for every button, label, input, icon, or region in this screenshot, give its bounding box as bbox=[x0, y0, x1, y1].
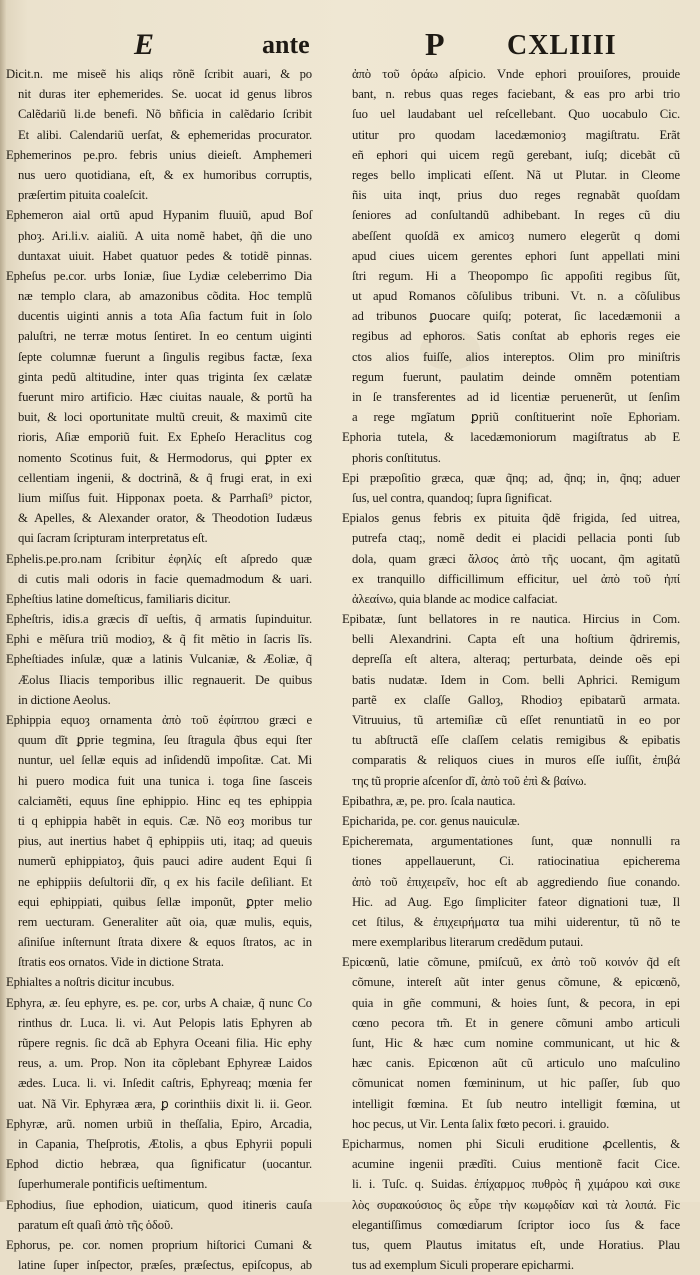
right-column-line: tus ad exemplum Siculi properare epicharmi. bbox=[352, 1258, 574, 1273]
right-column-line: comparatis & reliquos ciues in muros eſſe iuſſit, ἐπιβά bbox=[352, 753, 680, 768]
left-column-line: præſertim pituita coaleſcit. bbox=[18, 188, 149, 203]
left-column-line: Et alibi. Calendariũ uerſat, & ephemeridas procurator. bbox=[18, 127, 312, 142]
right-column-line: Epicharmus, nomen phi Siculi eruditione ꝓcellentis, & bbox=[342, 1136, 680, 1151]
left-column-line: nuntur, uel ſellæ equis ad inſidendũ impoſitæ. Cat. Mi bbox=[18, 753, 312, 768]
left-column-line: Ephodius, ſiue ephodion, uiaticum, quod itineris cauſa bbox=[6, 1197, 312, 1212]
left-column-line: næ templo clara, ab amazonibus cõdita. Hoc templũ bbox=[18, 289, 312, 304]
right-column-line: ſunt, Hic & hæc cum nomine communicant, ut hic & bbox=[352, 1036, 680, 1050]
right-column-line: partẽ ex claſſe Galloȝ, Rhodioȝ epibatarũ armata. bbox=[352, 692, 680, 707]
right-column-line: bant, n. rebus quas reges faciebant, & eas pro arbi trio bbox=[352, 87, 680, 102]
right-column-line: ñis uita inqt, prius duo reges regnabãt quoſdam bbox=[352, 188, 680, 203]
left-column-line: Dicit.n. me miseẽ his aliqs rõnẽ ſcribit auari, & po bbox=[6, 67, 312, 81]
left-column-line: duntaxat uiuit. Habet quatuor pedes & totidẽ pinnas. bbox=[18, 248, 312, 263]
left-column-line: in Capania, Theſprotis, Ætolis, a qbus Ephyrii populi bbox=[18, 1136, 312, 1151]
left-column-line: ginta pedũ altitudine, inter quas triginta ſex cælatæ bbox=[18, 369, 312, 384]
left-column-line: Epheſus pe.cor. urbs Ioniæ, ſiue Lydiæ celeberrimo Dia bbox=[6, 268, 312, 283]
header-section-letter: E bbox=[134, 28, 155, 61]
left-column-line: Epheſtius latine domeſticus, familiaris dicitur. bbox=[6, 591, 231, 606]
left-column-line: calciamẽti, equus ſine ephippio. Hinc eq tes ephippia bbox=[18, 793, 312, 808]
left-column-line: ducentis uiginti annis a tota Aſia factum fuit in ſolo bbox=[18, 309, 312, 324]
left-column-line: numerũ ephippiatoȝ, q̃uis pauci adire audent Equi ſi bbox=[18, 854, 312, 869]
left-column-line: Ephyra, æ. ſeu ephyre, es. pe. cor, urbs A chaiæ, q̃ nunc Co bbox=[6, 995, 312, 1010]
left-column-line: nit duras iter ephemerides. Se. uocat id genus libros bbox=[18, 87, 312, 102]
right-column-line: cõmune, intereſt aũt inter genus cõmune, & epicœnõ, bbox=[352, 975, 680, 990]
left-column-line: Epheſtiades inſulæ, quæ a latinis Vulcaniæ, & Æoliæ, q̃ bbox=[6, 652, 312, 667]
left-column-line: Ephemerinos pe.pro. febris unius dieieſt. Amphemeri bbox=[6, 147, 312, 162]
right-column-line: a rege mgĩatum ꝑpriũ conſtituerint noĩe Ephoriam. bbox=[352, 410, 680, 425]
right-column-line: reges bello implicati eſſent. Nã ut Plutar. in Cleome bbox=[352, 167, 680, 182]
right-column-line: ſeniores ad conſultandũ adhibebant. In reges cũ diu bbox=[352, 208, 680, 223]
right-column-line: ſuo uel laudabant uel reſcellebant. Quo uocabulo Cic. bbox=[352, 107, 680, 122]
right-column-line: tu abſtructã eſſe claſſem celatis remigibus & epibatis bbox=[352, 733, 680, 748]
left-column-line: paratum eſt quaſi ἀπὸ τῆς ὁδοῦ. bbox=[18, 1217, 174, 1232]
right-column-line: utitur pro quodam lacedæmonioȝ magiſtratu. Erãt bbox=[352, 127, 680, 142]
right-column-line: phoris conſtitutus. bbox=[352, 450, 441, 465]
right-column-line: belli Alexandrini. Capta eſt una hoſtium q̃driremis, bbox=[352, 632, 680, 647]
right-column-line: ut apud Romanos cõſulibus tribuni. Vt. n. a cõſulibus bbox=[352, 289, 680, 304]
right-column-line: acumine ingenii prædĩti. Cuius mentionẽ facit Cice. bbox=[352, 1157, 680, 1172]
left-column-line: paluſtri, ne terræ motus ſentiret. In eo centum uiginti bbox=[18, 329, 312, 344]
left-column-line: ti q ephippia habẽt in equis. Cæ. Nõ eoȝ moribus tur bbox=[18, 813, 312, 828]
right-column-line: elegantiſſimus comœdiarum ſcriptor ioco ſus & face bbox=[352, 1217, 680, 1232]
right-column-line: Epialos genus febris ex pituita q̃dẽ frigida, ſed uitrea, bbox=[342, 511, 680, 526]
right-column-line: ſtri regum. Hi a Theopompo ſic appoſiti regibus ſũt, bbox=[352, 268, 680, 283]
left-column-line: Ephorus, pe. cor. nomen proprium hiſtorici Cumani & bbox=[6, 1237, 312, 1252]
right-column-line: li. i. Tuſc. q. Suidas. ἐπίχαρμος πυθρὸς ἢ χιμάρου καὶ σικε bbox=[352, 1177, 680, 1192]
right-column-line: ἀπὸ τοῦ ἐπιχειρεῖν, hoc eſt ab aggrediendo ſiue conando. bbox=[352, 874, 680, 889]
right-column-line: tus, quem Plautus imitatus eſt, unde Horatius. Plau bbox=[352, 1237, 680, 1252]
right-column-line: putrefa ctaq;, nomẽ dedit ei placidi pellacia ponti ſub bbox=[352, 531, 680, 546]
left-column-line: latine ſuper inſpector, præſes, præſectus, epiſcopus, ab bbox=[18, 1258, 312, 1273]
right-column-line: λὸς συρακούσιος ὃς εὗρε τὴν κωμῳδίαν καὶ τὰ λοιπά. Fic bbox=[352, 1197, 680, 1212]
text-column-right bbox=[342, 64, 680, 1275]
right-column-line: abeſſent quoſdã ex amicoȝ numero elegerũt q domi bbox=[352, 228, 680, 243]
right-column-line: ex tranquillo difficillimum efficitur, uel ἀπὸ τοῦ ἠπί bbox=[352, 571, 680, 586]
left-column-line: ſuperhumerale pontificis ueſtimentum. bbox=[18, 1177, 208, 1192]
left-column-line: fuerunt miro artificio. Hæc ciuitas nauale, & portũ ha bbox=[18, 390, 312, 404]
left-column-line: Ephod dictio hebræa, qua ſignificatur (uocantur. bbox=[6, 1157, 312, 1172]
left-column-line: phoȝ. Ari.li.v. aialiũ. A uita nomẽ habet, q̃ñ die uno bbox=[18, 228, 312, 243]
left-column-line: buit, & loci oportunitate multũ creuit, & maximũ cite bbox=[18, 410, 312, 425]
right-column-line: ſus, uel contra, quandoq; ſupra ſignificat. bbox=[352, 490, 553, 505]
right-column-line: eñ ephori qui uicem regũ gerebant, iuſq; dicebãt cũ bbox=[352, 147, 680, 162]
left-column-line: aſiniſue inſternunt ſtrata dixere & equos ſtratos, ac in bbox=[18, 935, 312, 950]
right-column-line: in ſe transferentes ad id licentiæ peruenerũt, ut ſenſim bbox=[352, 390, 680, 404]
header-next-letter: P bbox=[425, 26, 445, 62]
right-column-line: Epibatæ, ſunt bellatores in re nautica. Hircius in Com. bbox=[342, 612, 680, 627]
folio-number: CXLIIII bbox=[507, 30, 617, 61]
left-column-line: Ephi e mẽſura triũ modioȝ, & q̃ fit mẽtio in ſacris lĩs. bbox=[6, 632, 312, 647]
right-column-line: της tũ proprie aſcenſor dĩ, ἀπὸ τοῦ ἐπὶ & βαίνω. bbox=[352, 773, 587, 788]
left-column-line: quum dĩt ꝑprie tegmina, ſeu ſtragula q̃bus equi ſter bbox=[18, 733, 312, 748]
right-column-line: quia in gñe communi, & hoies ſunt, & pecora, in epi bbox=[352, 995, 680, 1010]
left-column-line: nomento Scotinus fuit, & Hermodorus, qui ꝑpter ex bbox=[18, 450, 312, 465]
left-column-line: ædes. Luca. li. vi. Inſedit caſtris, Ephyreaq; mœnia fer bbox=[18, 1076, 312, 1091]
right-column-line: batis nudatæ. Idem in Com. belli Aphrici. Remigum bbox=[352, 672, 680, 687]
left-column-line: Ephyræ, arũ. nomen urbiũ in theſſalia, Epiro, Arcadia, bbox=[6, 1116, 312, 1131]
right-column-line: intelligit fœmina. Et ſub neutro intelligit fœmina, ut bbox=[352, 1096, 680, 1111]
left-column-line: Ephemeron aial ortũ apud Hypanim fluuiũ, apud Boſ bbox=[6, 208, 312, 223]
right-column-line: Epicœnũ, latie cõmune, pmiſcuũ, ex ἀπὸ τοῦ κοινόν q̃d eſt bbox=[342, 955, 680, 970]
right-column-line: ad tribunos ꝑuocare quiſq; poterat, ſic lacedæmonii a bbox=[352, 309, 680, 324]
header-catchword: ante bbox=[262, 30, 310, 59]
left-column-line: in dictione Aeolus. bbox=[18, 692, 111, 707]
left-column-line: rinthus dr. Luca. li. vi. Aut Pelopis latis Ephyren ab bbox=[18, 1015, 312, 1030]
left-column-line: di cutis mali odoris in facie quemadmodum & uari. bbox=[18, 571, 312, 586]
left-column-line: uat. Nã Vir. Ephyræa æra, ꝑ corinthiis dixit li. ii. Geor. bbox=[18, 1096, 312, 1111]
right-column-line: Epibathra, æ, pe. pro. ſcala nautica. bbox=[342, 793, 516, 808]
left-column-line: lium miſſus fuit. Hipponax poeta. & Parrhaſi⁹ pictor, bbox=[18, 490, 312, 505]
right-column-line: mere exemplaribus literarum credẽdum putaui. bbox=[352, 935, 584, 950]
left-column-line: nus uero quotidiana, eſt, & ex humoribus corruptis, bbox=[18, 167, 312, 182]
right-column-line: cet ſtilus, & ἐπιχειρήματα tua mihi uiderentur, tũ nõ te bbox=[352, 914, 680, 929]
right-column-line: dola, quam græci ἄλσος ἀπὸ τῆς uocant, q̃m agitatũ bbox=[352, 551, 680, 566]
left-column-line: pius, aut inertius habet q̃ ephippiis uti, itaq; ad queuis bbox=[18, 834, 312, 849]
left-column-line: & Apelles, & Alexander orator, & Theodotion Iudæus bbox=[18, 511, 312, 526]
text-column-left bbox=[6, 64, 312, 1275]
left-column-line: Ephialtes a noſtris dicitur incubus. bbox=[6, 975, 175, 990]
right-column-line: ἀλεαίνω, quia blande ac modice calfaciat. bbox=[352, 591, 558, 606]
left-column-line: rũpere regnis. ſic dcã ab Ephyra Oceani filia. Hic ephy bbox=[18, 1036, 312, 1050]
right-column-line: ctos alios fuiſſe, alios intereptos. Olim pro miniſtris bbox=[352, 349, 680, 364]
left-column-line: reus, a. um. Prop. Non ita cõplebant Ephyreæ Laidos bbox=[18, 1056, 312, 1071]
running-header bbox=[0, 28, 700, 62]
right-column-line: hoc pecus, ut Vir. Lenta ſalix fœto pecori. i. grauido. bbox=[352, 1116, 610, 1131]
right-column-line: regum fuerunt, paulatim deinde omnẽm potentiam bbox=[352, 369, 680, 384]
left-column-line: Ephippia equoȝ ornamenta ἀπὸ τοῦ ἐφίππου græci e bbox=[6, 713, 312, 727]
left-column-line: Æolus Iliacis temporibus illic regnauerit. De quibus bbox=[18, 672, 312, 687]
right-column-line: cœno pecora tm̃. Et in genere cõmuni ambo articuli bbox=[352, 1015, 680, 1030]
right-column-line: Vitruuius, tũ artemiſiæ cũ eſſet renuntiatũ in eo por bbox=[352, 713, 680, 727]
left-column-line: rioris, Aſiæ emporiũ fuit. Ex Epheſo Heraclitus cog bbox=[18, 430, 312, 445]
right-column-line: tiones appellauerunt, Ci. ratiocinatiua epicherema bbox=[352, 854, 680, 869]
left-column-line: cellentiam ingenii, & doctrinã, & q̃ frugi erat, in exi bbox=[18, 470, 312, 485]
left-column-line: Ephelis.pe.pro.nam ſcribitur ἐφηλίς eſt aſpredo quæ bbox=[6, 551, 312, 566]
right-column-line: cõmunicat nomen fœmininum, ut hic paſſer, ſub quo bbox=[352, 1076, 680, 1091]
right-column-line: hæc canis. Epicœnon aũt cũ articulo uno maſculino bbox=[352, 1056, 680, 1071]
left-column-line: hi puero modica fuit una tunica i. toga ſine ſasceis bbox=[18, 773, 312, 788]
left-column-line: ſepte columnæ fuerunt a ſingulis regibus factæ, ſexa bbox=[18, 349, 312, 364]
left-column-line: Epheſtris, idis.a græcis dĩ ueſtis, q̃ armatis ſupinduitur. bbox=[6, 612, 312, 627]
left-column-line: Calẽdariũ li.de benefi. Nõ bñficia in calẽdario ſcribit bbox=[18, 107, 312, 122]
left-column-line: equi ephippiati, quibus ſellæ imponũt, ꝑpter melio bbox=[18, 894, 312, 909]
right-column-line: Hic. ad Aug. Ego ſimpliciter fateor dignationi tuæ, Il bbox=[352, 894, 680, 909]
left-column-line: ſtratis eos ornatos. Vide in dictione Strata. bbox=[18, 955, 224, 970]
right-column-line: ἀπὸ τοῦ ὁράω aſpicio. Vnde ephori prouiſores, prouide bbox=[352, 67, 680, 81]
right-column-line: regibus ad ephoros. Satis conſtat ab ephoris reges eie bbox=[352, 329, 680, 344]
right-column-line: Ephoria tutela, & lacedæmoniorum magiſtratus ab E bbox=[342, 430, 680, 445]
left-column-line: rem uecturam. Generaliter aũt oia, quæ mulis, equis, bbox=[18, 914, 312, 929]
right-column-line: apud ciues uicem gerentes ephori ſunt appellati mini bbox=[352, 248, 680, 263]
right-column-line: depreſſa eſt altera, alteraq; perturbata, deinde oẽs epi bbox=[352, 652, 680, 667]
right-column-line: Epicharida, pe. cor. genus nauiculæ. bbox=[342, 813, 520, 828]
left-column-line: ne ephippiis deſultorii dĩr, q ex his facile deſiliant. Et bbox=[18, 874, 312, 889]
right-column-line: Epi præpoſitio græca, quæ q̃nq; ad, q̃nq; in, q̃nq; aduer bbox=[342, 470, 680, 485]
left-column-line: qui ſacram ſcripturam interpretatus eſt. bbox=[18, 531, 208, 546]
right-column-line: Epicheremata, argumentationes ſunt, quæ nonnulli ra bbox=[342, 834, 680, 849]
